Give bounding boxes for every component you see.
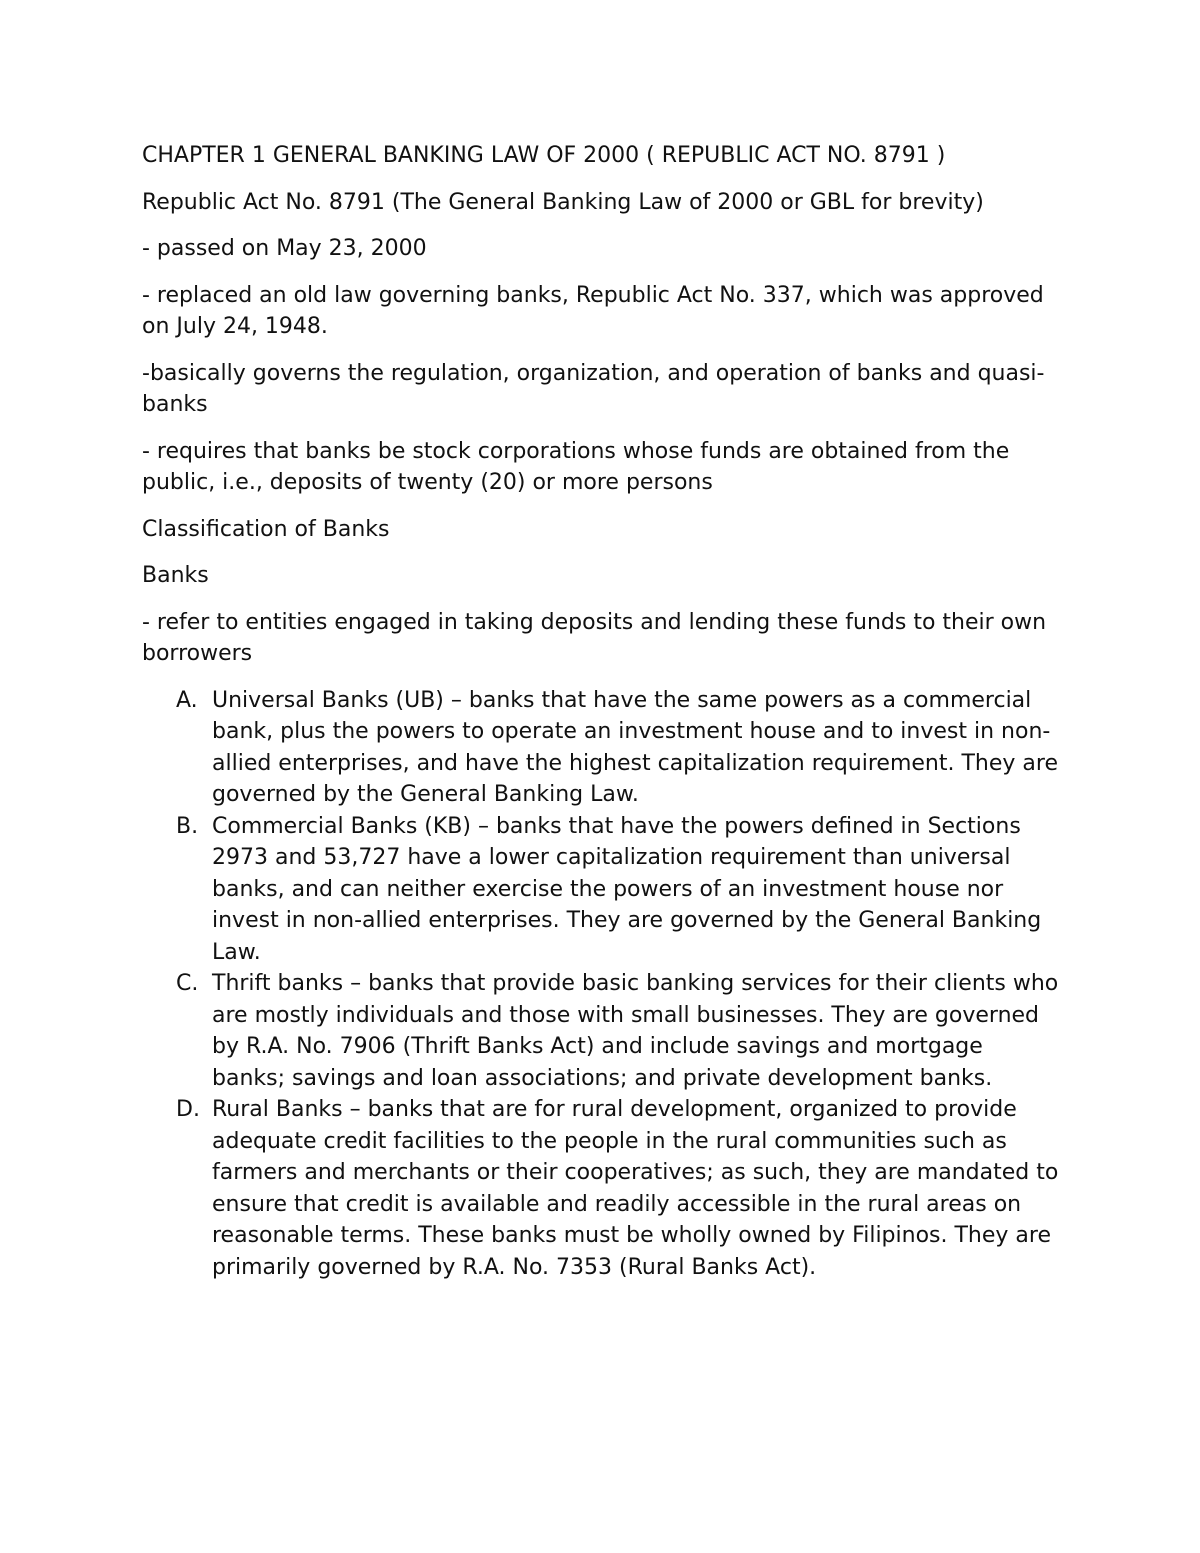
list-marker: C. — [176, 971, 199, 996]
list-marker: B. — [176, 813, 199, 839]
list-item-text: Thrift banks – banks that provide basic banking services for their clients who are mostly individuals and those with small businesses. They are governed by R.A. No. 7906 (Thrift Banks Act) and include savings and mortgage banks; savings and loan associations; and private development banks. — [212, 971, 1059, 1091]
document-body — [142, 140, 1062, 1283]
chapter-heading: CHAPTER 1 GENERAL BANKING LAW OF 2000 ( REPUBLIC ACT NO. 8791 ) — [142, 143, 946, 168]
paragraph-passed-date: - passed on May 23, 2000 — [142, 236, 427, 261]
bank-classification-list — [142, 685, 1062, 1284]
list-item-thrift-banks — [142, 968, 1062, 1094]
list-item-commercial-banks — [142, 811, 1062, 969]
paragraph-governs: -basically governs the regulation, organization, and operation of banks and quasi-banks — [142, 360, 1045, 417]
list-item-rural-banks — [142, 1094, 1062, 1283]
list-item-universal-banks — [142, 685, 1062, 811]
paragraph-replaced-law: - replaced an old law governing banks, Republic Act No. 337, which was approved on July 24, 1948. — [142, 282, 1044, 339]
list-item-text: Commercial Banks (KB) – banks that have the powers defined in Sections 2973 and 53,727 have a lower capitalization requirement than universal banks, and can neither exercise the powers of an investment house nor invest in non-allied enterprises. They are governed by the General Banking Law. — [212, 813, 1042, 965]
paragraph-act-title: Republic Act No. 8791 (The General Banking Law of 2000 or GBL for brevity) — [142, 189, 984, 215]
list-item-text: Universal Banks (UB) – banks that have the same powers as a commercial bank, plus the powers to operate an investment house and to invest in non-allied enterprises, and have the highest capitalization requirement. They are governed by the General Banking Law. — [212, 687, 1058, 807]
paragraph-banks-definition: - refer to entities engaged in taking deposits and lending these funds to their own borrowers — [142, 609, 1047, 666]
list-marker: A. — [176, 687, 198, 713]
paragraph-requirements: - requires that banks be stock corporations whose funds are obtained from the public, i.e., deposits of twenty (20) or more persons — [142, 438, 1010, 495]
section-heading-classification: Classification of Banks — [142, 516, 390, 542]
list-item-text: Rural Banks – banks that are for rural development, organized to provide adequate credit facilities to the people in the rural communities such as farmers and merchants or their cooperatives; as such, they are mandated to ensure that credit is available and readily accessible in the rural areas on reasonable terms. These banks must be wholly owned by Filipinos. They are primarily governed by R.A. No. 7353 (Rural Banks Act). — [212, 1097, 1059, 1280]
subheading-banks: Banks — [142, 563, 209, 588]
list-marker: D. — [176, 1097, 200, 1122]
